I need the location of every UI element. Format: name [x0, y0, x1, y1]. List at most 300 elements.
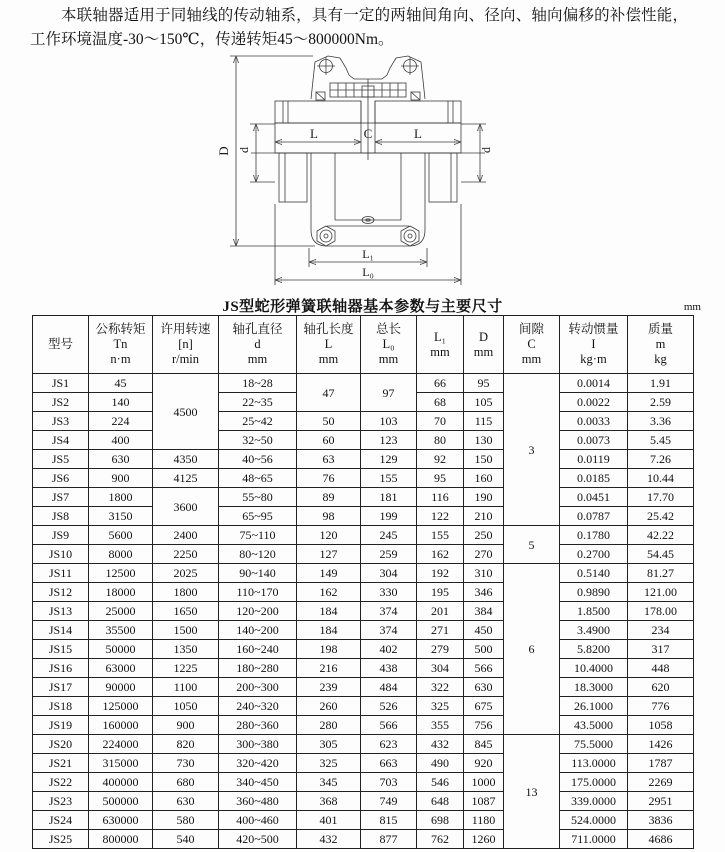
header-row — [33, 316, 694, 374]
value-cell: 116 — [417, 488, 464, 507]
header-cell — [417, 316, 464, 374]
header-line: 许用转速 — [160, 322, 211, 336]
table-row — [33, 602, 694, 621]
value-cell: 271 — [417, 621, 464, 640]
value-cell: 490 — [417, 754, 464, 773]
hex-bolt-icon — [401, 226, 419, 246]
model-cell: JS23 — [33, 792, 89, 811]
model-cell: JS3 — [33, 412, 89, 431]
value-cell: 115 — [464, 412, 504, 431]
value-cell: 400 — [89, 431, 153, 450]
table-row — [33, 697, 694, 716]
value-cell: 190 — [464, 488, 504, 507]
model-cell: JS1 — [33, 374, 89, 393]
value-cell: 178.00 — [628, 602, 694, 621]
value-cell: 17.70 — [628, 488, 694, 507]
value-cell: 730 — [153, 754, 219, 773]
lower-housing — [279, 153, 457, 246]
value-cell: 103 — [361, 412, 417, 431]
value-cell: 1100 — [153, 678, 219, 697]
header-line: 轴孔长度 — [303, 322, 354, 336]
value-cell: 184 — [297, 621, 361, 640]
header-line: mm — [378, 352, 399, 366]
value-cell: 66 — [417, 374, 464, 393]
value-cell: 325 — [297, 754, 361, 773]
value-cell: 200~300 — [219, 678, 297, 697]
value-cell: 195 — [417, 583, 464, 602]
header-line: r/min — [171, 352, 200, 366]
table-row — [33, 735, 694, 754]
value-cell: 630000 — [89, 811, 153, 830]
header-line: L₁ — [434, 329, 446, 344]
value-cell: 340~450 — [219, 773, 297, 792]
table-row — [33, 830, 694, 849]
value-cell: 3 — [504, 374, 560, 526]
value-cell: 1426 — [628, 735, 694, 754]
value-cell: 339.0000 — [560, 792, 628, 811]
header-line: mm — [473, 344, 494, 359]
value-cell: 175.0000 — [560, 773, 628, 792]
header-line: kg·m — [580, 352, 607, 366]
value-cell: 245 — [361, 526, 417, 545]
value-cell: 199 — [361, 507, 417, 526]
model-cell: JS18 — [33, 697, 89, 716]
value-cell: 1800 — [153, 583, 219, 602]
value-cell: 42.22 — [628, 526, 694, 545]
value-cell: 10.44 — [628, 469, 694, 488]
value-cell: 484 — [361, 678, 417, 697]
value-cell: 250 — [464, 526, 504, 545]
value-cell: 3836 — [628, 811, 694, 830]
value-cell: 150 — [464, 450, 504, 469]
value-cell: 201 — [417, 602, 464, 621]
header-line: 质量 — [647, 322, 673, 336]
value-cell: 63000 — [89, 659, 153, 678]
value-cell: 526 — [361, 697, 417, 716]
value-cell: 75~110 — [219, 526, 297, 545]
value-cell: 10.4000 — [560, 659, 628, 678]
value-cell: 5 — [504, 526, 560, 564]
dim-label-L-left: L — [310, 126, 318, 141]
model-cell: JS9 — [33, 526, 89, 545]
value-cell: 7.26 — [628, 450, 694, 469]
value-cell: 155 — [361, 469, 417, 488]
header-line: 间隙 — [518, 322, 544, 336]
header-cell — [153, 316, 219, 374]
table-body — [33, 374, 694, 849]
value-cell: 680 — [153, 773, 219, 792]
value-cell: 1087 — [464, 792, 504, 811]
header-line: L — [324, 337, 333, 351]
table-row — [33, 716, 694, 735]
value-cell: 546 — [417, 773, 464, 792]
value-cell: 524.0000 — [560, 811, 628, 830]
value-cell: 32~50 — [219, 431, 297, 450]
value-cell: 50 — [297, 412, 361, 431]
header-line: m — [655, 337, 666, 351]
value-cell: 2250 — [153, 545, 219, 564]
value-cell: 845 — [464, 735, 504, 754]
value-cell: 322 — [417, 678, 464, 697]
value-cell: 325 — [417, 697, 464, 716]
value-cell: 224000 — [89, 735, 153, 754]
value-cell: 48~65 — [219, 469, 297, 488]
value-cell: 149 — [297, 564, 361, 583]
value-cell: 210 — [464, 507, 504, 526]
value-cell: 65~95 — [219, 507, 297, 526]
value-cell: 300~380 — [219, 735, 297, 754]
set-screw-icon — [316, 92, 325, 100]
value-cell: 815 — [361, 811, 417, 830]
value-cell: 1225 — [153, 659, 219, 678]
model-cell: JS25 — [33, 830, 89, 849]
header-cell — [361, 316, 417, 374]
value-cell: 749 — [361, 792, 417, 811]
value-cell: 420~500 — [219, 830, 297, 849]
value-cell: 566 — [361, 716, 417, 735]
header-line: kg — [654, 352, 667, 366]
value-cell: 0.1780 — [560, 526, 628, 545]
value-cell: 259 — [361, 545, 417, 564]
value-cell: 1000 — [464, 773, 504, 792]
value-cell: 305 — [297, 735, 361, 754]
value-cell: 304 — [417, 659, 464, 678]
header-line: 总长 — [375, 322, 401, 336]
value-cell: 1050 — [153, 697, 219, 716]
value-cell: 160~240 — [219, 640, 297, 659]
value-cell: 346 — [464, 583, 504, 602]
value-cell: 776 — [628, 697, 694, 716]
value-cell: 500 — [464, 640, 504, 659]
value-cell: 90~140 — [219, 564, 297, 583]
header-cell — [504, 316, 560, 374]
value-cell: 260 — [297, 697, 361, 716]
value-cell: 181 — [361, 488, 417, 507]
value-cell: 162 — [417, 545, 464, 564]
value-cell: 0.0022 — [560, 393, 628, 412]
value-cell: 95 — [417, 469, 464, 488]
value-cell: 40~56 — [219, 450, 297, 469]
table-row — [33, 507, 694, 526]
value-cell: 50000 — [89, 640, 153, 659]
value-cell: 0.0185 — [560, 469, 628, 488]
value-cell: 5.45 — [628, 431, 694, 450]
set-screw-icon — [411, 92, 420, 100]
value-cell: 6 — [504, 564, 560, 735]
value-cell: 76 — [297, 469, 361, 488]
value-cell: 13 — [504, 735, 560, 849]
value-cell: 400~460 — [219, 811, 297, 830]
value-cell: 18~28 — [219, 374, 297, 393]
value-cell: 1350 — [153, 640, 219, 659]
value-cell: 81.27 — [628, 564, 694, 583]
header-line: I — [591, 337, 596, 351]
header-line: 公称转矩 — [95, 322, 146, 336]
header-line: D — [478, 329, 489, 344]
value-cell: 125000 — [89, 697, 153, 716]
header-cell — [297, 316, 361, 374]
model-cell: JS12 — [33, 583, 89, 602]
value-cell: 0.0787 — [560, 507, 628, 526]
table-row — [33, 374, 694, 393]
value-cell: 900 — [89, 469, 153, 488]
table-row — [33, 640, 694, 659]
value-cell: 105 — [464, 393, 504, 412]
model-cell: JS20 — [33, 735, 89, 754]
value-cell: 26.1000 — [560, 697, 628, 716]
value-cell: 820 — [153, 735, 219, 754]
value-cell: 22~35 — [219, 393, 297, 412]
value-cell: 97 — [361, 374, 417, 412]
value-cell: 184 — [297, 602, 361, 621]
value-cell: 8000 — [89, 545, 153, 564]
value-cell: 450 — [464, 621, 504, 640]
model-cell: JS2 — [33, 393, 89, 412]
table-row — [33, 773, 694, 792]
value-cell: 98 — [297, 507, 361, 526]
value-cell: 121.00 — [628, 583, 694, 602]
dim-label-C: C — [363, 126, 373, 141]
model-cell: JS14 — [33, 621, 89, 640]
header-cell — [89, 316, 153, 374]
value-cell: 623 — [361, 735, 417, 754]
value-cell: 90000 — [89, 678, 153, 697]
value-cell: 75.5000 — [560, 735, 628, 754]
value-cell: 0.0119 — [560, 450, 628, 469]
value-cell: 129 — [361, 450, 417, 469]
model-cell: JS16 — [33, 659, 89, 678]
value-cell: 900 — [153, 716, 219, 735]
value-cell: 315000 — [89, 754, 153, 773]
intro-paragraph: 本联轴器适用于同轴线的传动轴系，具有一定的两轴间角向、径向、轴向偏移的补偿性能，工作环境温度-30～150℃，传递转矩45～800000Nm。 — [30, 7, 688, 48]
value-cell: 448 — [628, 659, 694, 678]
model-cell: JS11 — [33, 564, 89, 583]
table-row — [33, 659, 694, 678]
value-cell: 1180 — [464, 811, 504, 830]
value-cell: 330 — [361, 583, 417, 602]
value-cell: 239 — [297, 678, 361, 697]
table-row — [33, 583, 694, 602]
model-cell: JS22 — [33, 773, 89, 792]
value-cell: 384 — [464, 602, 504, 621]
value-cell: 3.36 — [628, 412, 694, 431]
value-cell: 3600 — [153, 488, 219, 526]
header-line: Tn — [113, 337, 128, 351]
header-line: n·m — [110, 352, 131, 366]
value-cell: 92 — [417, 450, 464, 469]
value-cell: 762 — [417, 830, 464, 849]
value-cell: 432 — [417, 735, 464, 754]
value-cell: 240~320 — [219, 697, 297, 716]
value-cell: 216 — [297, 659, 361, 678]
table-row — [33, 412, 694, 431]
value-cell: 0.5140 — [560, 564, 628, 583]
table-row — [33, 754, 694, 773]
dim-label-d-left: d — [237, 147, 251, 153]
header-cell — [464, 316, 504, 374]
value-cell: 25~42 — [219, 412, 297, 431]
dimension-D — [216, 56, 315, 246]
value-cell: 1260 — [464, 830, 504, 849]
value-cell: 25.42 — [628, 507, 694, 526]
model-cell: JS24 — [33, 811, 89, 830]
model-cell: JS4 — [33, 431, 89, 450]
table-unit-label: mm — [683, 301, 701, 313]
model-cell: JS15 — [33, 640, 89, 659]
value-cell: 2.59 — [628, 393, 694, 412]
model-cell: JS7 — [33, 488, 89, 507]
table-row — [33, 564, 694, 583]
value-cell: 122 — [417, 507, 464, 526]
header-line: C — [527, 337, 536, 351]
table-header — [33, 316, 694, 374]
value-cell: 63 — [297, 450, 361, 469]
value-cell: 68 — [417, 393, 464, 412]
value-cell: 120 — [297, 526, 361, 545]
value-cell: 648 — [417, 792, 464, 811]
table-row — [33, 545, 694, 564]
value-cell: 2269 — [628, 773, 694, 792]
value-cell: 360~480 — [219, 792, 297, 811]
dim-label-D: D — [216, 146, 231, 156]
value-cell: 402 — [361, 640, 417, 659]
value-cell: 2951 — [628, 792, 694, 811]
value-cell: 4350 — [153, 450, 219, 469]
model-cell: JS10 — [33, 545, 89, 564]
spec-table — [32, 315, 694, 849]
value-cell: 320~420 — [219, 754, 297, 773]
header-line: mm — [318, 352, 339, 366]
value-cell: 234 — [628, 621, 694, 640]
value-cell: 675 — [464, 697, 504, 716]
value-cell: 198 — [297, 640, 361, 659]
value-cell: 280~360 — [219, 716, 297, 735]
header-line: mm — [247, 352, 268, 366]
value-cell: 374 — [361, 621, 417, 640]
value-cell: 2400 — [153, 526, 219, 545]
value-cell: 317 — [628, 640, 694, 659]
model-cell: JS8 — [33, 507, 89, 526]
value-cell: 60 — [297, 431, 361, 450]
model-cell: JS6 — [33, 469, 89, 488]
table-row — [33, 792, 694, 811]
header-line: L₀ — [382, 337, 395, 351]
value-cell: 280 — [297, 716, 361, 735]
value-cell: 432 — [297, 830, 361, 849]
dimension-L-C-L — [275, 126, 461, 142]
value-cell: 4125 — [153, 469, 219, 488]
value-cell: 400000 — [89, 773, 153, 792]
header-line: [n] — [178, 337, 193, 351]
value-cell: 1787 — [628, 754, 694, 773]
value-cell: 401 — [297, 811, 361, 830]
value-cell: 192 — [417, 564, 464, 583]
value-cell: 140~200 — [219, 621, 297, 640]
header-line: mm — [430, 344, 450, 359]
value-cell: 1058 — [628, 716, 694, 735]
value-cell: 1.8500 — [560, 602, 628, 621]
table-row — [33, 811, 694, 830]
value-cell: 155 — [417, 526, 464, 545]
value-cell: 630 — [464, 678, 504, 697]
header-line: d — [254, 337, 261, 351]
value-cell: 25000 — [89, 602, 153, 621]
value-cell: 0.0033 — [560, 412, 628, 431]
value-cell: 0.0073 — [560, 431, 628, 450]
value-cell: 1500 — [153, 621, 219, 640]
value-cell: 540 — [153, 830, 219, 849]
value-cell: 374 — [361, 602, 417, 621]
value-cell: 89 — [297, 488, 361, 507]
value-cell: 2025 — [153, 564, 219, 583]
model-cell: JS21 — [33, 754, 89, 773]
value-cell: 920 — [464, 754, 504, 773]
value-cell: 620 — [628, 678, 694, 697]
value-cell: 703 — [361, 773, 417, 792]
model-cell: JS13 — [33, 602, 89, 621]
value-cell: 0.9890 — [560, 583, 628, 602]
value-cell: 4686 — [628, 830, 694, 849]
value-cell: 630 — [89, 450, 153, 469]
value-cell: 130 — [464, 431, 504, 450]
value-cell: 630 — [153, 792, 219, 811]
header-cell — [628, 316, 694, 374]
header-cell — [33, 316, 89, 374]
table-row — [33, 621, 694, 640]
value-cell: 877 — [361, 830, 417, 849]
dim-label-L0: L₀ — [362, 265, 374, 279]
value-cell: 55~80 — [219, 488, 297, 507]
value-cell: 0.2700 — [560, 545, 628, 564]
value-cell: 140 — [89, 393, 153, 412]
value-cell: 663 — [361, 754, 417, 773]
value-cell: 12500 — [89, 564, 153, 583]
model-cell: JS19 — [33, 716, 89, 735]
dim-label-L1: L₁ — [362, 247, 374, 261]
value-cell: 5.8200 — [560, 640, 628, 659]
table-row — [33, 450, 694, 469]
header-cell — [560, 316, 628, 374]
value-cell: 270 — [464, 545, 504, 564]
dimension-L1 — [309, 247, 427, 267]
value-cell: 180~280 — [219, 659, 297, 678]
value-cell: 18.3000 — [560, 678, 628, 697]
header-line: mm — [521, 352, 542, 366]
value-cell: 438 — [361, 659, 417, 678]
value-cell: 113.0000 — [560, 754, 628, 773]
value-cell: 110~170 — [219, 583, 297, 602]
model-cell: JS17 — [33, 678, 89, 697]
value-cell: 345 — [297, 773, 361, 792]
value-cell: 3150 — [89, 507, 153, 526]
value-cell: 800000 — [89, 830, 153, 849]
value-cell: 54.45 — [628, 545, 694, 564]
hex-bolt-icon — [317, 226, 335, 246]
value-cell: 224 — [89, 412, 153, 431]
coupling-drawing — [176, 50, 506, 292]
value-cell: 47 — [297, 374, 361, 412]
value-cell: 0.0014 — [560, 374, 628, 393]
value-cell: 160 — [464, 469, 504, 488]
value-cell: 95 — [464, 374, 504, 393]
value-cell: 4500 — [153, 374, 219, 450]
coupling-diagram — [176, 50, 506, 292]
value-cell: 711.0000 — [560, 830, 628, 849]
value-cell: 566 — [464, 659, 504, 678]
header-line: 转动惯量 — [568, 322, 619, 336]
table-row — [33, 526, 694, 545]
value-cell: 123 — [361, 431, 417, 450]
